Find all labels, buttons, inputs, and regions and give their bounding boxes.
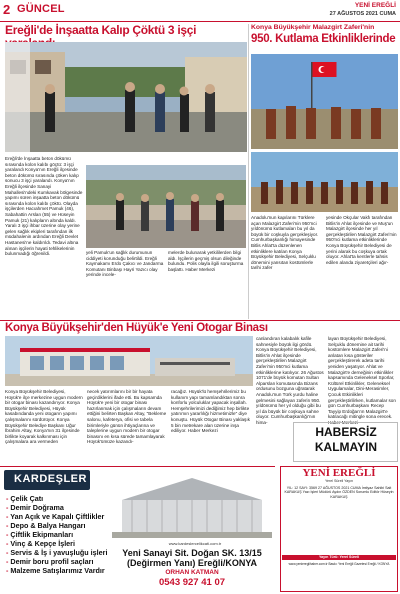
ad-service-item bbox=[6, 530, 126, 539]
ad-website[interactable]: www.kardeslercelikcati.com.tr bbox=[168, 541, 222, 546]
story2-col1: Anadolu'nun kapılarını Türklere açan Malazgirt Zaferi'nin 950'nci yıldönümü kutlamaları bu yıl da büyük bir coşkuyla gerçekleşiyor. Cumhurbaşkanlığı himayesinde Bitlis Ahlat'ta düzenlenen etkinliklere katılan Konya Büyükşehir Belediyesi, Selçuklu dönemini yansıtan kostümlerle tarihi zafer bbox=[251, 215, 319, 271]
ad-service-item bbox=[6, 557, 126, 566]
story3-col5: layan Büyükşehir Belediyesi, Selçuklu dönemine ait tarihi kostümlere Malazgirt Zaferi'ni anlatan kısa gösteriler gerçekleştirerek adeta tarihi yeniden yaşatıyor. Ahlat ve Malazgirt'e derneğinin etkinlikler kapsamında Geleneksel Sporlar, Kültürel Etkinlikler, Geleneksel Uygulamalar, Dini-Merasimler, Çocuk Etkinlikleri gerçekleştirilirken, kutlamalar son gün Cumhurbaşkanı Recep Tayyip Erdoğan'ın Malazgirt'e katılacağı mitingle sona erecek. Haber Merkezi bbox=[328, 336, 396, 425]
ad-service-label: Malzeme Satışlarımız Vardır bbox=[10, 566, 105, 575]
story2-kicker: Konya Büyükşehir Malazgirt Zaferi'nin bbox=[251, 24, 375, 31]
imprint-title: YENİ EREĞLİ bbox=[302, 467, 376, 479]
ad-service-label: Servis & İş i yavuşluğu işleri bbox=[10, 548, 108, 557]
story3-col3: racağız. Hüyük'lü hemşehrilerimiz bu kullanım yapı tamamlandıktan sonra konforlu yolculuklar yapacak inşallah. Hemşehrilerimizi dediğimiz hep birlikte yatırımın yararlılığı hizmetimizle" diye konuştu. Hüyük Otogar Binası yaklaşık 5 bin metrekare alan üzerine inşa ediliyor. Haber Merkezi bbox=[171, 389, 250, 434]
section-title: GÜNCEL bbox=[17, 3, 65, 15]
imprint-bar-text: Yayın Türü: Yerel Süreli bbox=[318, 555, 360, 559]
story1-col3: melerde bulunarak yetkililerden bilgi aldı. İşçilerin geçmiş olsun dileğinde bulundu. Polis olayla ilgili soruşturma başlattı. Haber Merkezi bbox=[168, 250, 244, 272]
bullet-dash-icon: - bbox=[6, 557, 11, 566]
bullet-dash-icon: - bbox=[6, 530, 11, 539]
ad-service-item bbox=[6, 566, 126, 575]
ad-service-item bbox=[6, 548, 126, 557]
ad-service-label: Demir Doğrama bbox=[10, 503, 64, 512]
column-divider bbox=[248, 24, 249, 319]
imprint-body: YIL: 12 SAYI: 3569 27 AĞUSTOS 2021 CUMA İmtiyaz Sahibi Sait KARAKUŞ Yazı İşleri Müdürü Aydın ÖZDEN Sorumlu Editör Hüseyin KARAKUŞ bbox=[284, 486, 394, 499]
ad-service-label: Depo & Balya Hangarı bbox=[10, 521, 86, 530]
ad-address: Yeni Sanayi Sit. Doğan SK. 13/15 (Değirmen Yanı) Ereğli/KONYA bbox=[122, 548, 262, 568]
section-rule bbox=[0, 320, 400, 321]
story1-col1: Ereğli'de İnşaatta beton dökümü sırasında kolon kalıbı göçtü: 3 işçi yaralandı Konya'nın Ereğli ilçesinde beton dökümü sırasında çöken kalıp sonucu 3 işçi yaralandı. Konya'nın Ereğli ilçesinde Sanayi Mahallesi'ndeki Kumkavak bölgesinde yapımı süren inşaatta beton dökümü sırasında kolon kalıbı çöktü. Olayda işçilerden Hacıahmet Pamuk (46), Sabahattin Arslan (55) ve Hüseyin Pamuk (21) kalıpların altında kaldı. Yaralı 3 işçi ihbar üzerine olay yerine gelen sağlık ekipleri tarafından ilk müdahalenin ardından Ereğli Devlet Hastanesi'ne kaldırıldı. Tedavi altına alınan işçilerin hayati tehlikelerinin bulunmadığı öğrenildi. bbox=[5, 156, 83, 257]
story1-photo-main bbox=[5, 42, 247, 152]
ad-service-item bbox=[6, 521, 126, 530]
story1-col2: yeli Pamuk'un sağlık durumunun ciddiyeti korunduğu belirtildi. Ereğli Kaymakamı Erdo Çakıcı ve Jandarma Komutanı Binbaşı Hayri Yazıcı olay yerinde incele- bbox=[86, 250, 164, 278]
bullet-dash-icon: - bbox=[6, 521, 11, 530]
imprint-box bbox=[280, 466, 398, 592]
ad-service-label: Çelik Çatı bbox=[10, 494, 44, 503]
habersiz-line2: KALMAYIN bbox=[314, 440, 378, 454]
header-date: 27 AĞUSTOS 2021 CUMA bbox=[329, 11, 396, 17]
ad-building-photo bbox=[112, 470, 272, 538]
header-publication: YENİ EREĞLİ bbox=[354, 2, 396, 9]
page-number: 2 bbox=[3, 2, 11, 17]
story2-col2: yesinde Okçular Vakfı tarafından Bitlis'in Ahlat ilçesinde ve Muş'un Malazgirt ilçesinde her yıl gerçekleştirilen Malazgirt Zaferi'nin 950'nci kutlama etkinliklerinde Konya Büyükşehir Belediyesi de yerini alarak bu coşkuya ortak oluyor. Ahlat'ta kentlerle tahsis edilen alanda ziyaretçileri ağır- bbox=[326, 215, 397, 265]
story3-col4: canlandıran kalabalık kafile sahnesiyle büyük ilgi gördü. Konya Büyükşehir Belediyesi, Bitlis'in Ahlat ilçesinde gerçekleştirilen Malazgirt Zaferi'nin 950'nci kutlama etkinliklerine katılıyor. 26 Ağustos 1071'de büyük komutan Sultan Alparslan komutasında Bizans ordusunu bozguna uğratarak Anadolu'nun Türk yurdu haline gelmesini sağlayan zaferin 950. yıldönümü her yıl olduğu gibi bu yıl da büyük bir coşkuya sahne oluyor. Cumhurbaşkanlığı'nın hima- bbox=[256, 336, 324, 425]
story2-headline: 950. Kutlama Etkinliklerinde bbox=[251, 33, 396, 45]
ad-owner-name: ORHAN KATMAN bbox=[165, 569, 219, 576]
story3-photo bbox=[5, 336, 253, 386]
bullet-dash-icon: - bbox=[6, 512, 11, 521]
ad-service-label: Vinç & Kepçe İşleri bbox=[10, 539, 75, 548]
ad-service-label: Çiftlik Ekipmanları bbox=[10, 530, 74, 539]
story2-photo-main bbox=[251, 54, 398, 149]
bullet-dash-icon: - bbox=[6, 566, 11, 575]
story1-photo-second bbox=[86, 165, 246, 248]
bullet-dash-icon: - bbox=[6, 494, 11, 503]
ad-service-label: Yan Açık ve Kapalı Çiftlikler bbox=[10, 512, 105, 521]
story3-col2: necek yatırımlarını bir bir hayata geçirdiklerini ifade etti. Bu kapsamda Hüyük'e yeni bir otogar binası hazırlanmak için çalışmaların devam ettiğini belirten Başkan Altay, "Bekleme salonu, kafeterya, ofisi ve tabela birimleriyle günün ihtiyaçlarına ve taleplerine uygun modern bir otogar binasını en kısa sürede tamamlayarak Hüyük'ümüze kazandı- bbox=[87, 389, 167, 445]
ad-service-list bbox=[6, 494, 126, 575]
story2-photo-second bbox=[251, 152, 398, 212]
ad-service-label: Demir boru profil saçları bbox=[10, 557, 94, 566]
story3-col1: Konya Büyükşehir Belediyesi, Hüyük'e ilçe merkezine uygun modern bir otogar binası kazandırıyor. Konya Büyükşehir Belediyesi, Hüyük kasabındanda yeni otogarın yapımı çalışmalarını sürdürüyor. Konya Büyükşehir Belediye Başkanı Uğur İbrahim Altay, Konya'nın 31 ilçesinde birlikte koyarak kalkınması için çalışmalara ara vermeden bbox=[5, 389, 83, 445]
imprint-subtitle: Yerel Süreli Yayın bbox=[324, 479, 354, 483]
bullet-dash-icon: - bbox=[6, 503, 11, 512]
imprint-footer: www.yeniereglihaber.com.tr Baskı: Yeni Ereğli Gazetesi Ereğli / KONYA bbox=[288, 562, 390, 566]
ad-service-item bbox=[6, 503, 126, 512]
story1-headline: Ereğli'de İnşaatta Kalıp Çöktü 3 işçi bbox=[5, 23, 197, 37]
ad-service-item bbox=[6, 494, 126, 503]
ad-brand: KARDEŞLER bbox=[14, 473, 87, 485]
bullet-dash-icon: - bbox=[6, 548, 11, 557]
ad-phone: 0543 927 41 07 bbox=[158, 577, 226, 588]
story3-headline: Konya Büyükşehir'den Hüyük'e Yeni Otogar Binası bbox=[5, 322, 268, 334]
ad-rule bbox=[0, 466, 275, 467]
habersiz-line1: HABERSİZ bbox=[315, 425, 377, 439]
bullet-dash-icon: - bbox=[6, 539, 11, 548]
ad-service-item bbox=[6, 512, 126, 521]
ad-service-item bbox=[6, 539, 126, 548]
